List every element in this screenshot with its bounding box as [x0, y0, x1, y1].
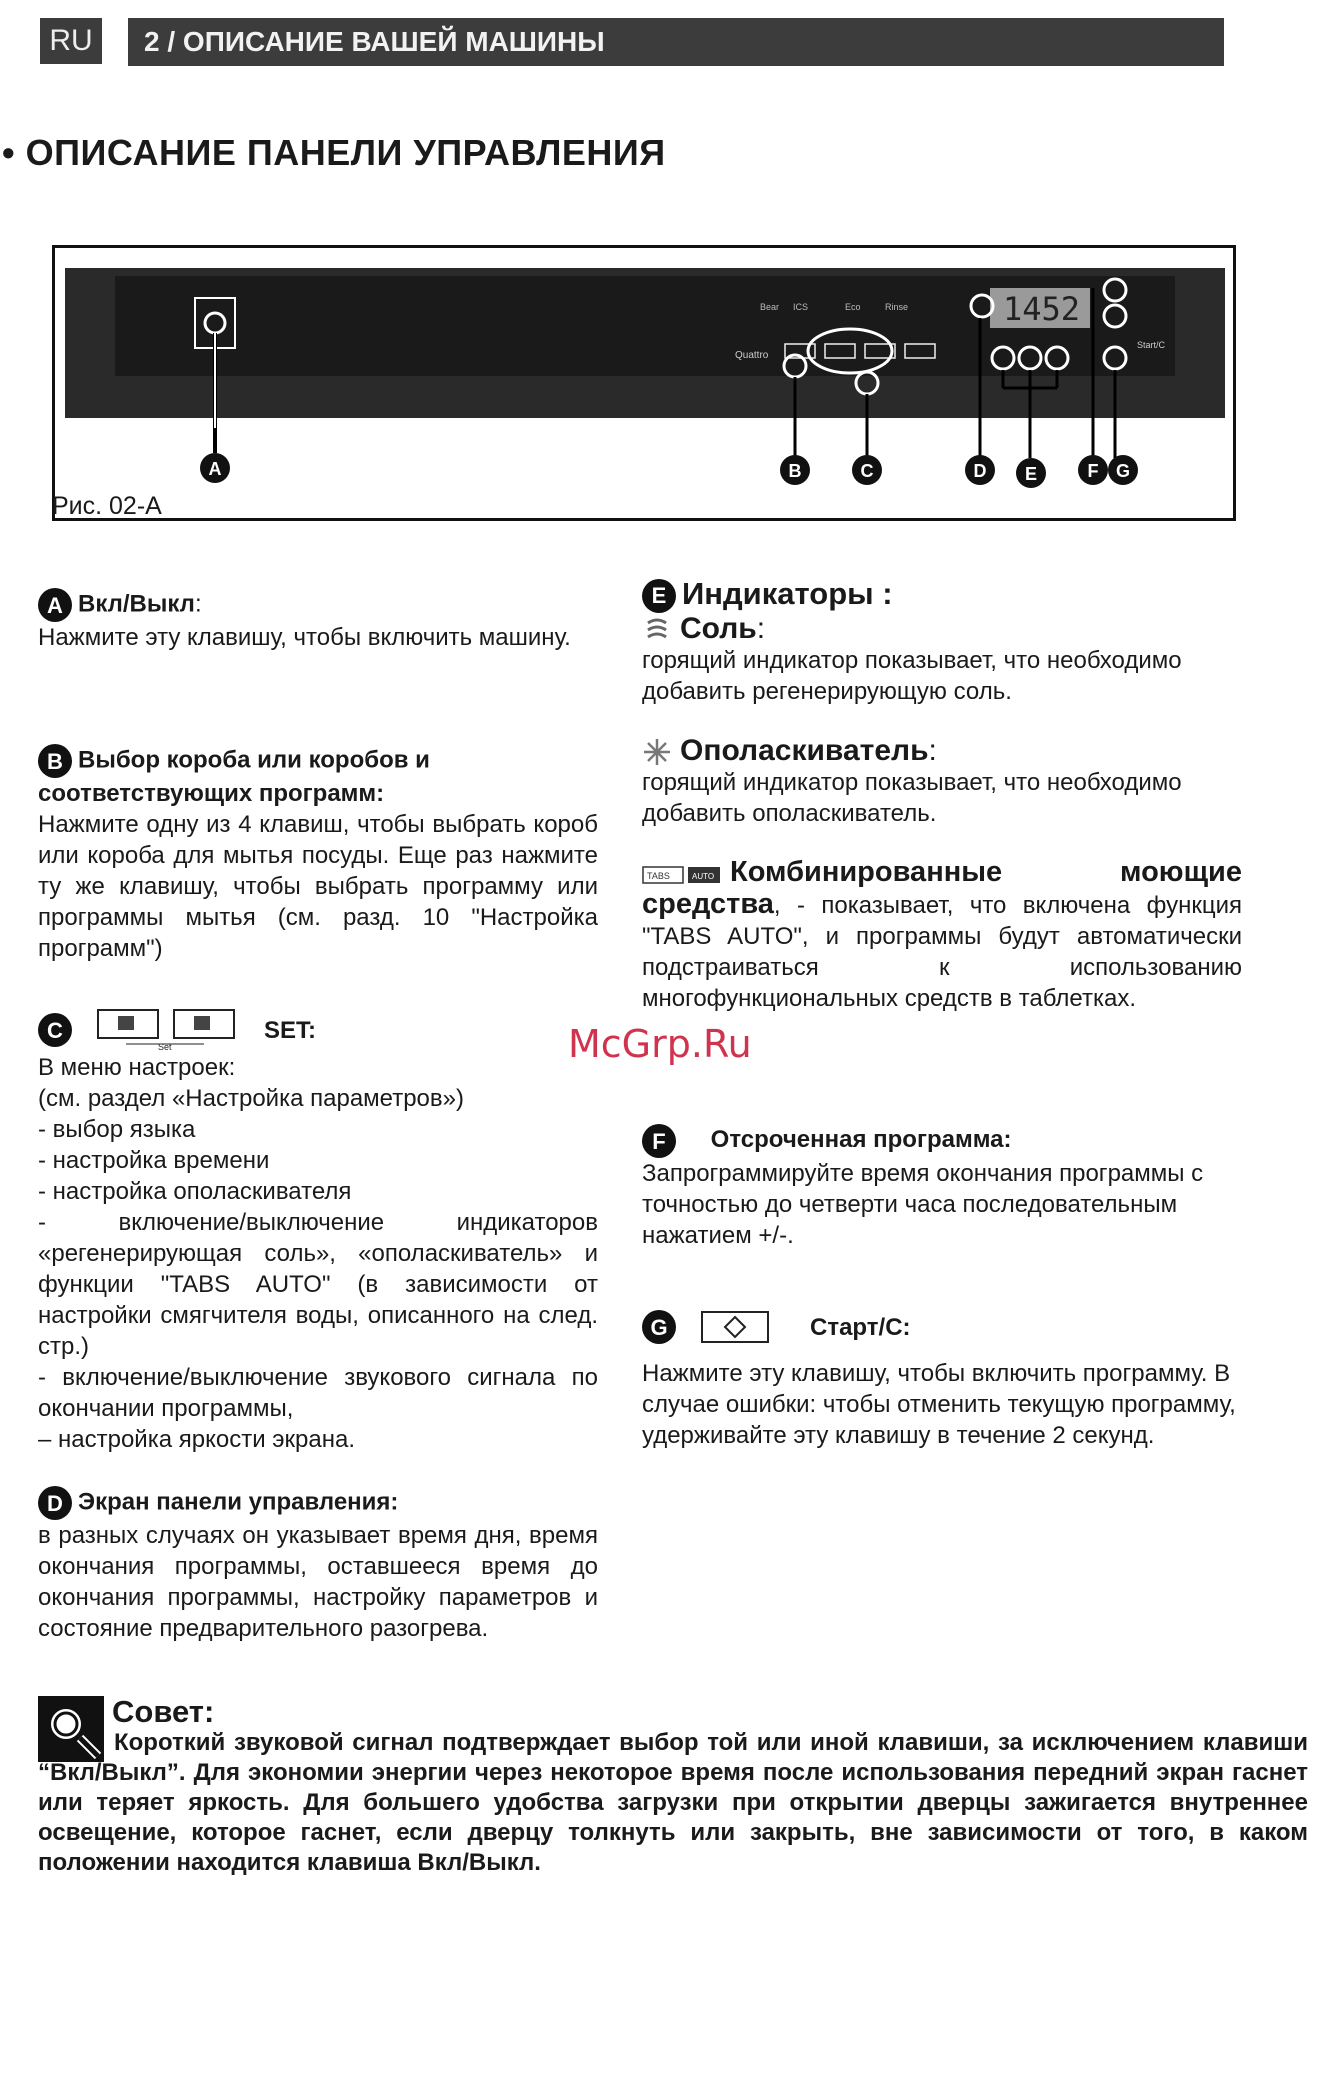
item-e-title: Индикаторы [682, 576, 874, 611]
callout-g: G [1115, 461, 1131, 481]
chapter-header: 2 / ОПИСАНИЕ ВАШЕЙ МАШИНЫ [128, 18, 1224, 66]
tabs-auto-icon [642, 864, 722, 886]
display-readout: 1452 [1003, 290, 1081, 328]
item-g [642, 1310, 1242, 1451]
item-a-title: Вкл/Выкл [78, 590, 195, 618]
set-icon-caption: Set [158, 1042, 172, 1052]
callout-a: A [208, 459, 222, 479]
item-b-body: Нажмите одну из 4 клавиш, чтобы выбрать короб или короба для мытья посуды. Еще раз нажмите ту же клавишу, чтобы выбрать программу или программы мытья (см. разд. 10 "Настройка программ") [38, 811, 598, 962]
language-tag: RU [40, 18, 102, 64]
rinse-body: горящий индикатор показывает, что необходимо добавить ополаскиватель. [642, 768, 1182, 827]
item-c-list-item: - выбор языка [38, 1116, 196, 1143]
start-key-icon [700, 1310, 770, 1344]
item-a-colon: : [194, 590, 202, 618]
watermark: McGrp.Ru [568, 1022, 752, 1066]
set-label: SET: [264, 1016, 317, 1044]
badge-a: A [38, 588, 72, 622]
combo-body: , - показывает, что включена функция "TABS AUTO", и программы будут автоматически подстраиваться к использованию многофункциональных средств в таблетках. [642, 891, 1242, 1012]
salt-title: Соль [680, 611, 757, 645]
control-panel-figure [52, 245, 1236, 521]
callout-e: E [1024, 464, 1038, 484]
salt-colon: : [756, 611, 766, 645]
badge-d: D [38, 1486, 72, 1520]
item-f-title: Отсроченная программа: [710, 1126, 1012, 1154]
callout-d: D [973, 461, 987, 481]
svg-text:TABS: TABS [647, 870, 670, 881]
item-f [642, 1124, 1242, 1251]
rinse-title: Ополаскиватель [680, 733, 929, 767]
tip-body: Короткий звуковой сигнал подтверждает выбор той или иной клавиши, за исключением клавиши “Вкл/Выкл”. Для экономии энергии через некоторое время после использования передний экран гаснет или теряет яркость. Для большего удобства загрузки при открытии дверцы зажигается внутреннее освещение, которое гаснет, если дверцу толкнуть или закрыть, вне зависимости от того, в каком положении находится клавиша Вкл/Выкл. [38, 1729, 1308, 1876]
program-icon-ics: ICS [793, 302, 809, 312]
item-c-list-item: - настройка ополаскивателя [38, 1178, 352, 1205]
badge-e: E [642, 579, 676, 613]
item-a [38, 588, 598, 653]
start-label: Start/C [1137, 340, 1166, 350]
program-icon-bear: Bear [760, 302, 780, 312]
item-g-body: Нажмите эту клавишу, чтобы включить программу. В случае ошибки: чтобы отменить текущую программу, удерживайте эту клавишу в течение 2 секунд. [642, 1360, 1236, 1449]
item-b [38, 744, 598, 964]
quattro-label: Quattro [735, 350, 769, 361]
svg-text:AUTO: AUTO [692, 871, 715, 881]
item-d [38, 1486, 598, 1644]
badge-f: F [642, 1124, 676, 1158]
rinse-aid-icon [642, 737, 672, 767]
item-c [38, 1008, 598, 1455]
item-c-intro2: (см. раздел «Настройка параметров») [38, 1085, 464, 1112]
item-e [642, 578, 1242, 1014]
badge-b: B [38, 744, 72, 778]
item-c-intro1: В меню настроек: [38, 1054, 236, 1081]
item-c-para2: - включение/выключение звукового сигнала по окончании программы, [38, 1364, 598, 1422]
rinse-colon: : [928, 733, 937, 767]
callout-c: C [860, 461, 874, 481]
tip-title: Совет: [112, 1694, 215, 1729]
item-b-title: Выбор короба или коробов и соответствующих программ: [38, 746, 430, 807]
item-c-list-item: - настройка времени [38, 1147, 270, 1174]
item-e-colon: : [882, 576, 893, 611]
salt-body: горящий индикатор показывает, что необходимо добавить регенерирующую соль. [642, 646, 1182, 705]
callout-b: B [788, 461, 802, 481]
section-title: • ОПИСАНИЕ ПАНЕЛИ УПРАВЛЕНИЯ [2, 132, 666, 173]
item-a-body: Нажмите эту клавишу, чтобы включить машину. [38, 624, 571, 651]
item-c-para1: - включение/выключение индикаторов «регенерирующая соль», «ополаскиватель» и функции "TABS AUTO" (в зависимости от настройки смягчителя воды, описанного на след. стр.) [38, 1209, 598, 1360]
combo-title: Комбинированные моющие средства [642, 855, 1242, 920]
badge-g: G [642, 1310, 676, 1344]
callout-f: F [1087, 461, 1099, 481]
item-d-body: в разных случаях он указывает время дня, время окончания программы, оставшееся время до окончания программы, настройку параметров и состояние предварительного разогрева. [38, 1522, 598, 1642]
salt-icon [642, 615, 672, 645]
badge-c: C [38, 1013, 72, 1047]
figure-caption: Рис. 02-A [52, 492, 162, 520]
item-d-title: Экран панели управления: [78, 1488, 399, 1516]
item-f-body: Запрограммируйте время окончания программы с точностью до четверти часа последовательным нажатием +/-. [642, 1160, 1204, 1249]
program-icon-eco: Eco [845, 302, 861, 312]
item-g-title: Старт/С: [810, 1313, 911, 1341]
set-keys-icon [96, 1008, 246, 1052]
item-c-para3: – настройка яркости экрана. [38, 1426, 355, 1453]
program-icon-rinse: Rinse [885, 302, 909, 312]
